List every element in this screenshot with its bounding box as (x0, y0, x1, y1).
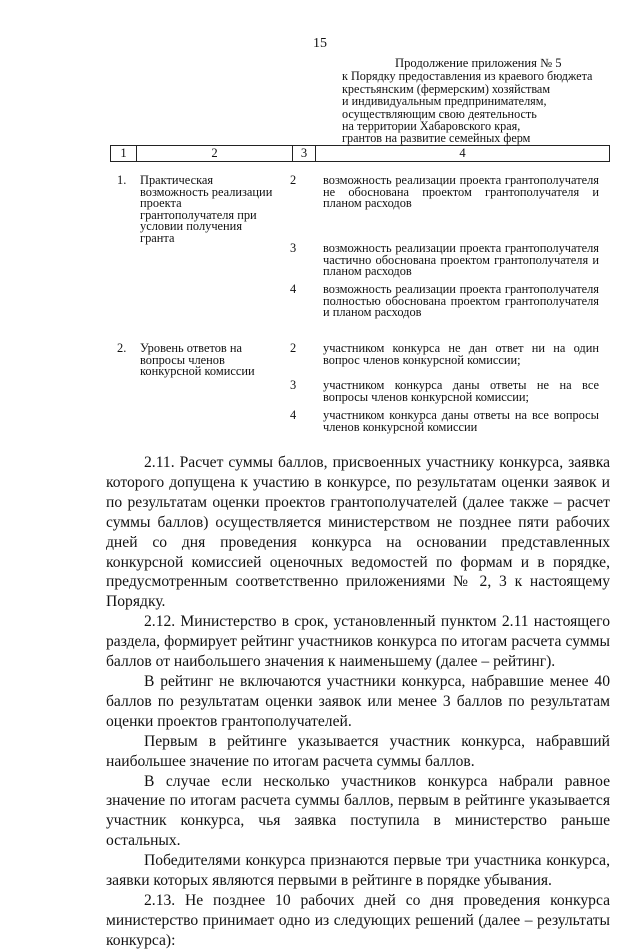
score-cell: 2 (290, 173, 297, 187)
paragraph: 2.11. Расчет суммы баллов, присвоенных участнику конкурса, заявка которого допущена к участию в конкурсе, по результатам оценки заявок и по результатам оценки проектов грантополучателей (далее также – расчет суммы баллов) осуществляется министерством не позднее пяти рабочих дней со дня проведения конкурса на основании представленных конкурсной комиссией оценочных ведомостей по формам и в порядке, предусмотренным соответственно приложениями № 2, 3 к настоящему Порядку. (106, 454, 610, 611)
table-header-cell: 3 (293, 146, 316, 162)
appendix-line: осуществляющим свою деятельность (342, 106, 537, 121)
description-cell: участником конкурса даны ответы не на все вопросы членов конкурсной комиссии; (323, 378, 599, 404)
paragraph: В рейтинг не включаются участники конкурса, набравшие менее 40 баллов по результатам оценки заявок или менее 3 баллов по результатам оценки проектов грантополучателей. (106, 672, 610, 730)
appendix-line: на территории Хабаровского края, (342, 119, 521, 134)
score-cell: 3 (290, 378, 297, 392)
score-cell: 3 (290, 241, 297, 255)
appendix-line: грантов на развитие семейных ферм (342, 131, 531, 146)
description-cell: возможность реализации проекта грантополучателя не обоснована проектом грантополучателя и планом расходов (323, 173, 599, 211)
row-number: 1. (117, 173, 127, 187)
description-cell: возможность реализации проекта грантополучателя частично обоснована проектом грантополучателя и планом расходов (323, 241, 599, 279)
criterion-cell: Уровень ответов на вопросы членов конкурсной комиссии (140, 341, 255, 379)
paragraph: Первым в рейтинге указывается участник конкурса, набравший наибольшее значение по итогам расчета суммы баллов. (106, 732, 610, 770)
table-header (110, 145, 610, 162)
page-number: 15 (313, 36, 327, 51)
paragraph: 2.13. Не позднее 10 рабочих дней со дня проведения конкурса министерство принимает одно из следующих решений (далее – результаты конкурса): (106, 891, 610, 949)
table-header-cell: 4 (316, 146, 610, 162)
appendix-line: к Порядку предоставления из краевого бюджета (342, 69, 593, 84)
score-cell: 2 (290, 341, 297, 355)
appendix-title: Продолжение приложения № 5 (395, 56, 562, 70)
paragraph: 2.12. Министерство в срок, установленный пунктом 2.11 настоящего раздела, формирует рейтинг участников конкурса по итогам расчета суммы баллов от наибольшего значения к наименьшему (далее – рейтинг). (106, 613, 610, 671)
description-cell: возможность реализации проекта грантополучателя полностью обоснована проектом грантополучателя и планом расходов (323, 282, 599, 320)
description-cell: участником конкурса даны ответы на все вопросы членов конкурсной комиссии (323, 408, 599, 434)
paragraph: Победителями конкурса признаются первые три участника конкурса, заявки которых являются первыми в рейтинге в порядке убывания. (106, 852, 610, 890)
paragraph: В случае если несколько участников конкурса набрали равное значение по итогам расчета суммы баллов, первым в рейтинге указывается участник конкурса, чья заявка поступила в министерство раньше остальных. (106, 772, 610, 850)
appendix-line: и индивидуальным предпринимателям, (342, 94, 547, 109)
table-header-cell: 2 (137, 146, 293, 162)
criterion-cell: Практическая возможность реализации проекта грантополучателя при условии получения гранта (140, 173, 273, 245)
appendix-header (342, 57, 614, 145)
score-cell: 4 (290, 408, 297, 422)
row-number: 2. (117, 341, 127, 355)
body-text (106, 453, 610, 951)
table-header-cell: 1 (111, 146, 137, 162)
description-cell: участником конкурса не дан ответ ни на один вопрос членов конкурсной комиссии; (323, 341, 599, 367)
score-cell: 4 (290, 282, 297, 296)
appendix-line: крестьянским (фермерским) хозяйствам (342, 81, 551, 96)
